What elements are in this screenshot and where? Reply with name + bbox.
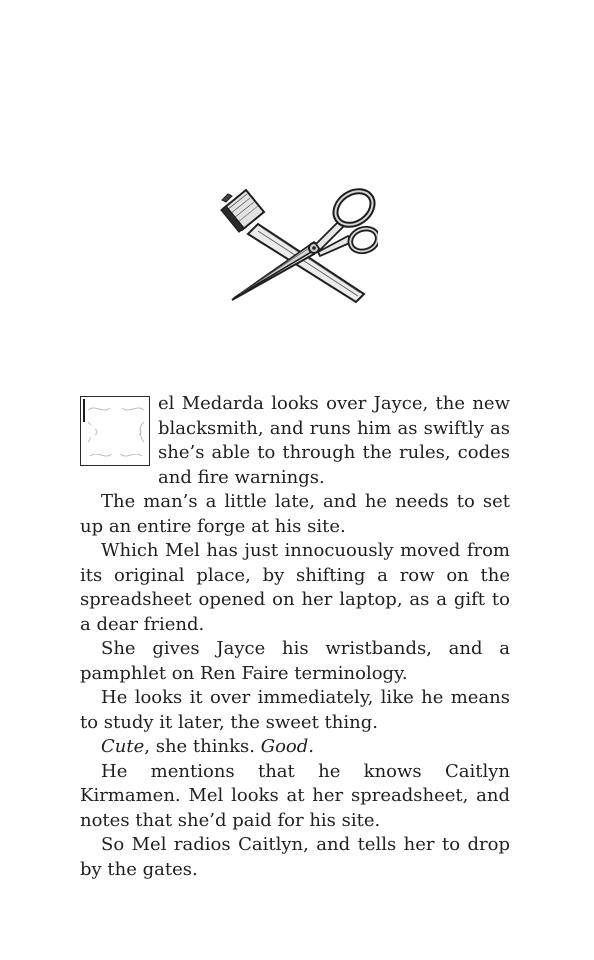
italic-word: Good. [260,736,314,757]
paragraph [80,490,510,539]
paragraph [80,539,510,637]
story-text [80,392,510,882]
paragraph [80,637,510,686]
paragraph-text: Which Mel has just innocuously moved from its original place, by shifting a row on the spreadsheet opened on her laptop, as a gift to a dear friend. [80,540,510,635]
paragraph-text: , she thinks. [144,736,261,757]
paragraph-opening [80,392,510,490]
hammer-and-scissors-icon [218,184,378,308]
italic-word: Cute [101,736,145,757]
paragraph-text: She gives Jayce his wristbands, and a pamphlet on Ren Faire terminology. [80,638,510,684]
paragraph [80,833,510,882]
paragraph-text: He looks it over immediately, like he means to study it later, the sweet thing. [80,687,510,733]
paragraph-text: el Medarda looks over Jayce, the new blacksmith, and runs him as swiftly as she’s able to through the rules, codes and fire warnings. [158,393,510,488]
paragraph-text: The man’s a little late, and he needs to set up an entire forge at his site. [80,491,510,537]
paragraph [80,760,510,834]
drop-cap-frame [83,399,85,422]
paragraph-text: So Mel radios Caitlyn, and tells her to drop by the gates. [80,834,510,880]
paragraph [80,735,510,760]
drop-cap [80,396,150,466]
paragraph-text: He mentions that he knows Caitlyn Kirmamen. Mel looks at her spreadsheet, and notes that she’d paid for his site. [80,760,510,831]
paragraph [80,686,510,735]
